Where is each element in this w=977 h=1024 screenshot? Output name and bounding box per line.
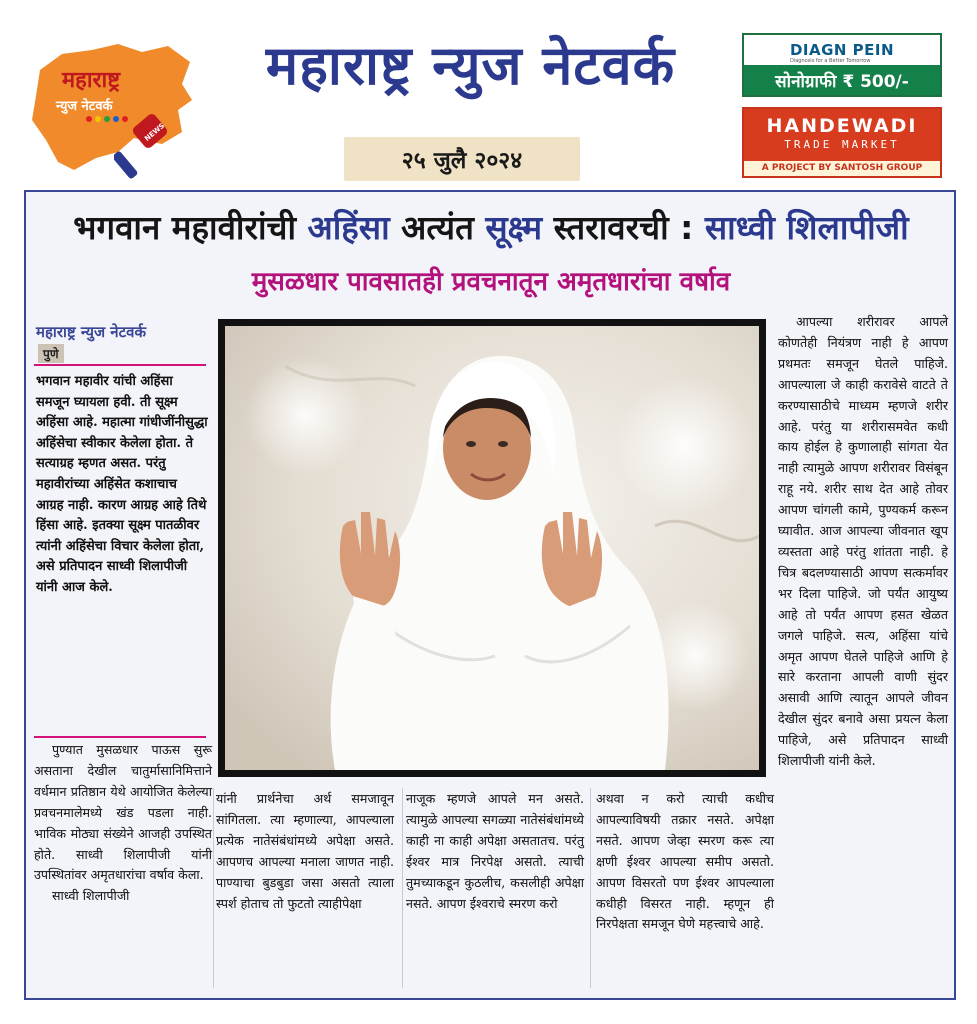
- handewadi-ad[interactable]: [742, 107, 942, 178]
- article-headline: [36, 204, 946, 249]
- headline-part-6: साध्वी शिलापीजी: [704, 208, 909, 247]
- diagnopein-tagline: Diagnosis for a Better Tomorrow: [790, 58, 871, 64]
- handewadi-strip: A PROJECT BY SANTOSH GROUP: [744, 161, 940, 176]
- logo-subtitle: न्युज नेटवर्क: [56, 99, 113, 114]
- article-column-1: [34, 740, 212, 907]
- article-column-4: [596, 789, 774, 935]
- mic-label: NEWS: [143, 121, 167, 143]
- column-divider: [402, 788, 403, 988]
- diagnopein-brand: DIAGN PEIN: [789, 41, 895, 59]
- diagnopein-offer: सोनोग्राफी ₹ 500/-: [744, 65, 940, 95]
- issue-date: २५ जुलै २०२४: [344, 137, 580, 181]
- column-5-text: आपल्या शरीरावर आपले कोणतेही नियंत्रण नाही हे आपण प्रथमतः समजून घेतले पाहिजे. आपल्याला जे काही करावेसे वाटते ते करण्यासाठीचे माध्यम म्हणजे शरीर आहे. परंतु या शरीरासमवेत कधी काय होईल हे कुणालाही सांगता येत नाही त्यामुळे आपण शरीरावर विसंबून राहू नये. शरीर साथ देत आहे तोवर आपण चांगली कामे, पुण्यकर्म करून घ्यावीत. आज आपल्या जीवनात खूप व्यस्तता आहे परंतु शांतता नाही. हे चित्र बदलण्यासाठी आपण सत्कर्मावर भर दिला पाहिजे. जो पर्यंत आयुष्य आहे तो पर्यंत आपण हसत खेळत जगले पाहिजे. सत्य, अहिंसा यांचे अमृत आपण घेतले पाहिजे आणि हे सारे करताना आपली वाणी सुंदर असावी आणि त्यातून आपले जीवन देखील सुंदर बनावे असा प्रयत्न केला पाहिजे, असे प्रतिपादन साध्वी शिलापीजी यांनी केले.: [778, 314, 948, 769]
- column-divider: [590, 788, 591, 988]
- article-column-2: [216, 789, 394, 914]
- column-3-text: नाजूक म्हणजे आपले मन असते. त्यामुळे आपल्या सगळ्या नातेसंबंधांमध्ये काही ना काही अपेक्षा असतातच. परंतु ईश्वर मात्र निरपेक्ष असतो. त्याची तुमच्याकडून कुठलीच, कसलीही अपेक्षा नसते. आपण ईश्वराचे स्मरण करो: [406, 791, 584, 911]
- publication-logo: [22, 40, 197, 175]
- microphone-icon: [114, 110, 174, 180]
- byline: महाराष्ट्र न्युज नेटवर्क: [36, 323, 147, 341]
- column-1-text: पुण्यात मुसळधार पाऊस सुरू असताना देखील चातुर्मासानिमित्ताने वर्धमान प्रतिष्ठान येथे आयोजित केलेल्या प्रवचनमालेमध्ये खंड पडला नाही. भाविक मोठ्या संख्येने आजही उपस्थित होते. साध्वी शिलापीजी यांनी उपस्थितांवर अमृतधारांचा वर्षाव केला.: [34, 742, 212, 883]
- column-divider: [213, 788, 214, 988]
- article-column-3: [406, 789, 584, 914]
- headline-part-4: सूक्ष्म: [485, 208, 543, 247]
- byline-divider: [34, 364, 206, 366]
- headline-part-3: अत्यंत: [389, 208, 486, 247]
- logo-title: महाराष्ट्र: [62, 68, 121, 93]
- article-subheadline: मुसळधार पावसातही प्रवचनातून अमृतधारांचा वर्षाव: [251, 267, 731, 297]
- diagnopein-ad[interactable]: [742, 33, 942, 97]
- article-photo: [218, 319, 766, 777]
- headline-part-1: भगवान महावीरांची: [73, 208, 308, 247]
- handewadi-subtitle: TRADE MARKET: [784, 138, 900, 151]
- intro-divider: [34, 736, 206, 738]
- article-column-5: [778, 312, 948, 772]
- column-1-tail: साध्वी शिलापीजी: [52, 888, 130, 904]
- dateline-city: पुणे: [38, 344, 64, 363]
- column-2-text: यांनी प्रार्थनेचा अर्थ समजावून सांगितला. त्या म्हणाल्या, आपल्याला प्रत्येक नातेसंबंधांमध्ये अपेक्षा असते. आपणच आपल्या मनाला जाणत नाही. पाण्याचा बुडबुडा जसा असतो त्याला स्पर्श होताच तो फुटतो त्याहीपेक्षा: [216, 791, 394, 911]
- sadhvi-portrait-image: [225, 326, 759, 770]
- article-frame: [24, 190, 956, 1000]
- handewadi-title: HANDEWADI: [766, 115, 918, 137]
- column-4-text: अथवा न करो त्याची कधीच आपल्याविषयी तक्रार नसते. अपेक्षा नसते. आपण जेव्हा स्मरण करू त्या क्षणी ईश्वर आपल्या समीप असतो. आपण विसरतो पण ईश्वर आपल्याला कधीही विसरत नाही. म्हणून ही निरपेक्षता समजून घेणे महत्त्वाचे आहे.: [596, 791, 774, 932]
- article-intro: भगवान महावीर यांची अहिंसा समजून घ्यायला हवी. ती सूक्ष्म अहिंसा आहे. महात्मा गांधीजींनीसुद्धा अहिंसेचा स्वीकार केलेला होता. ते सत्याग्रह म्हणत असत. परंतु महावीरांच्या अहिंसेत कशाचाच आग्रह नाही. कारण आग्रह आहे तिथे हिंसा आहे. इतक्या सूक्ष्म पातळीवर त्यांनी अहिंसेचा विचार केलेला होता, असे प्रतिपादन साध्वी शिलापीजी यांनी आज केले.: [36, 374, 208, 595]
- publication-title: महाराष्ट्र न्युज नेटवर्क: [265, 34, 676, 97]
- headline-part-2: अहिंसा: [307, 208, 390, 247]
- headline-part-5: स्तरावरची :: [542, 208, 705, 247]
